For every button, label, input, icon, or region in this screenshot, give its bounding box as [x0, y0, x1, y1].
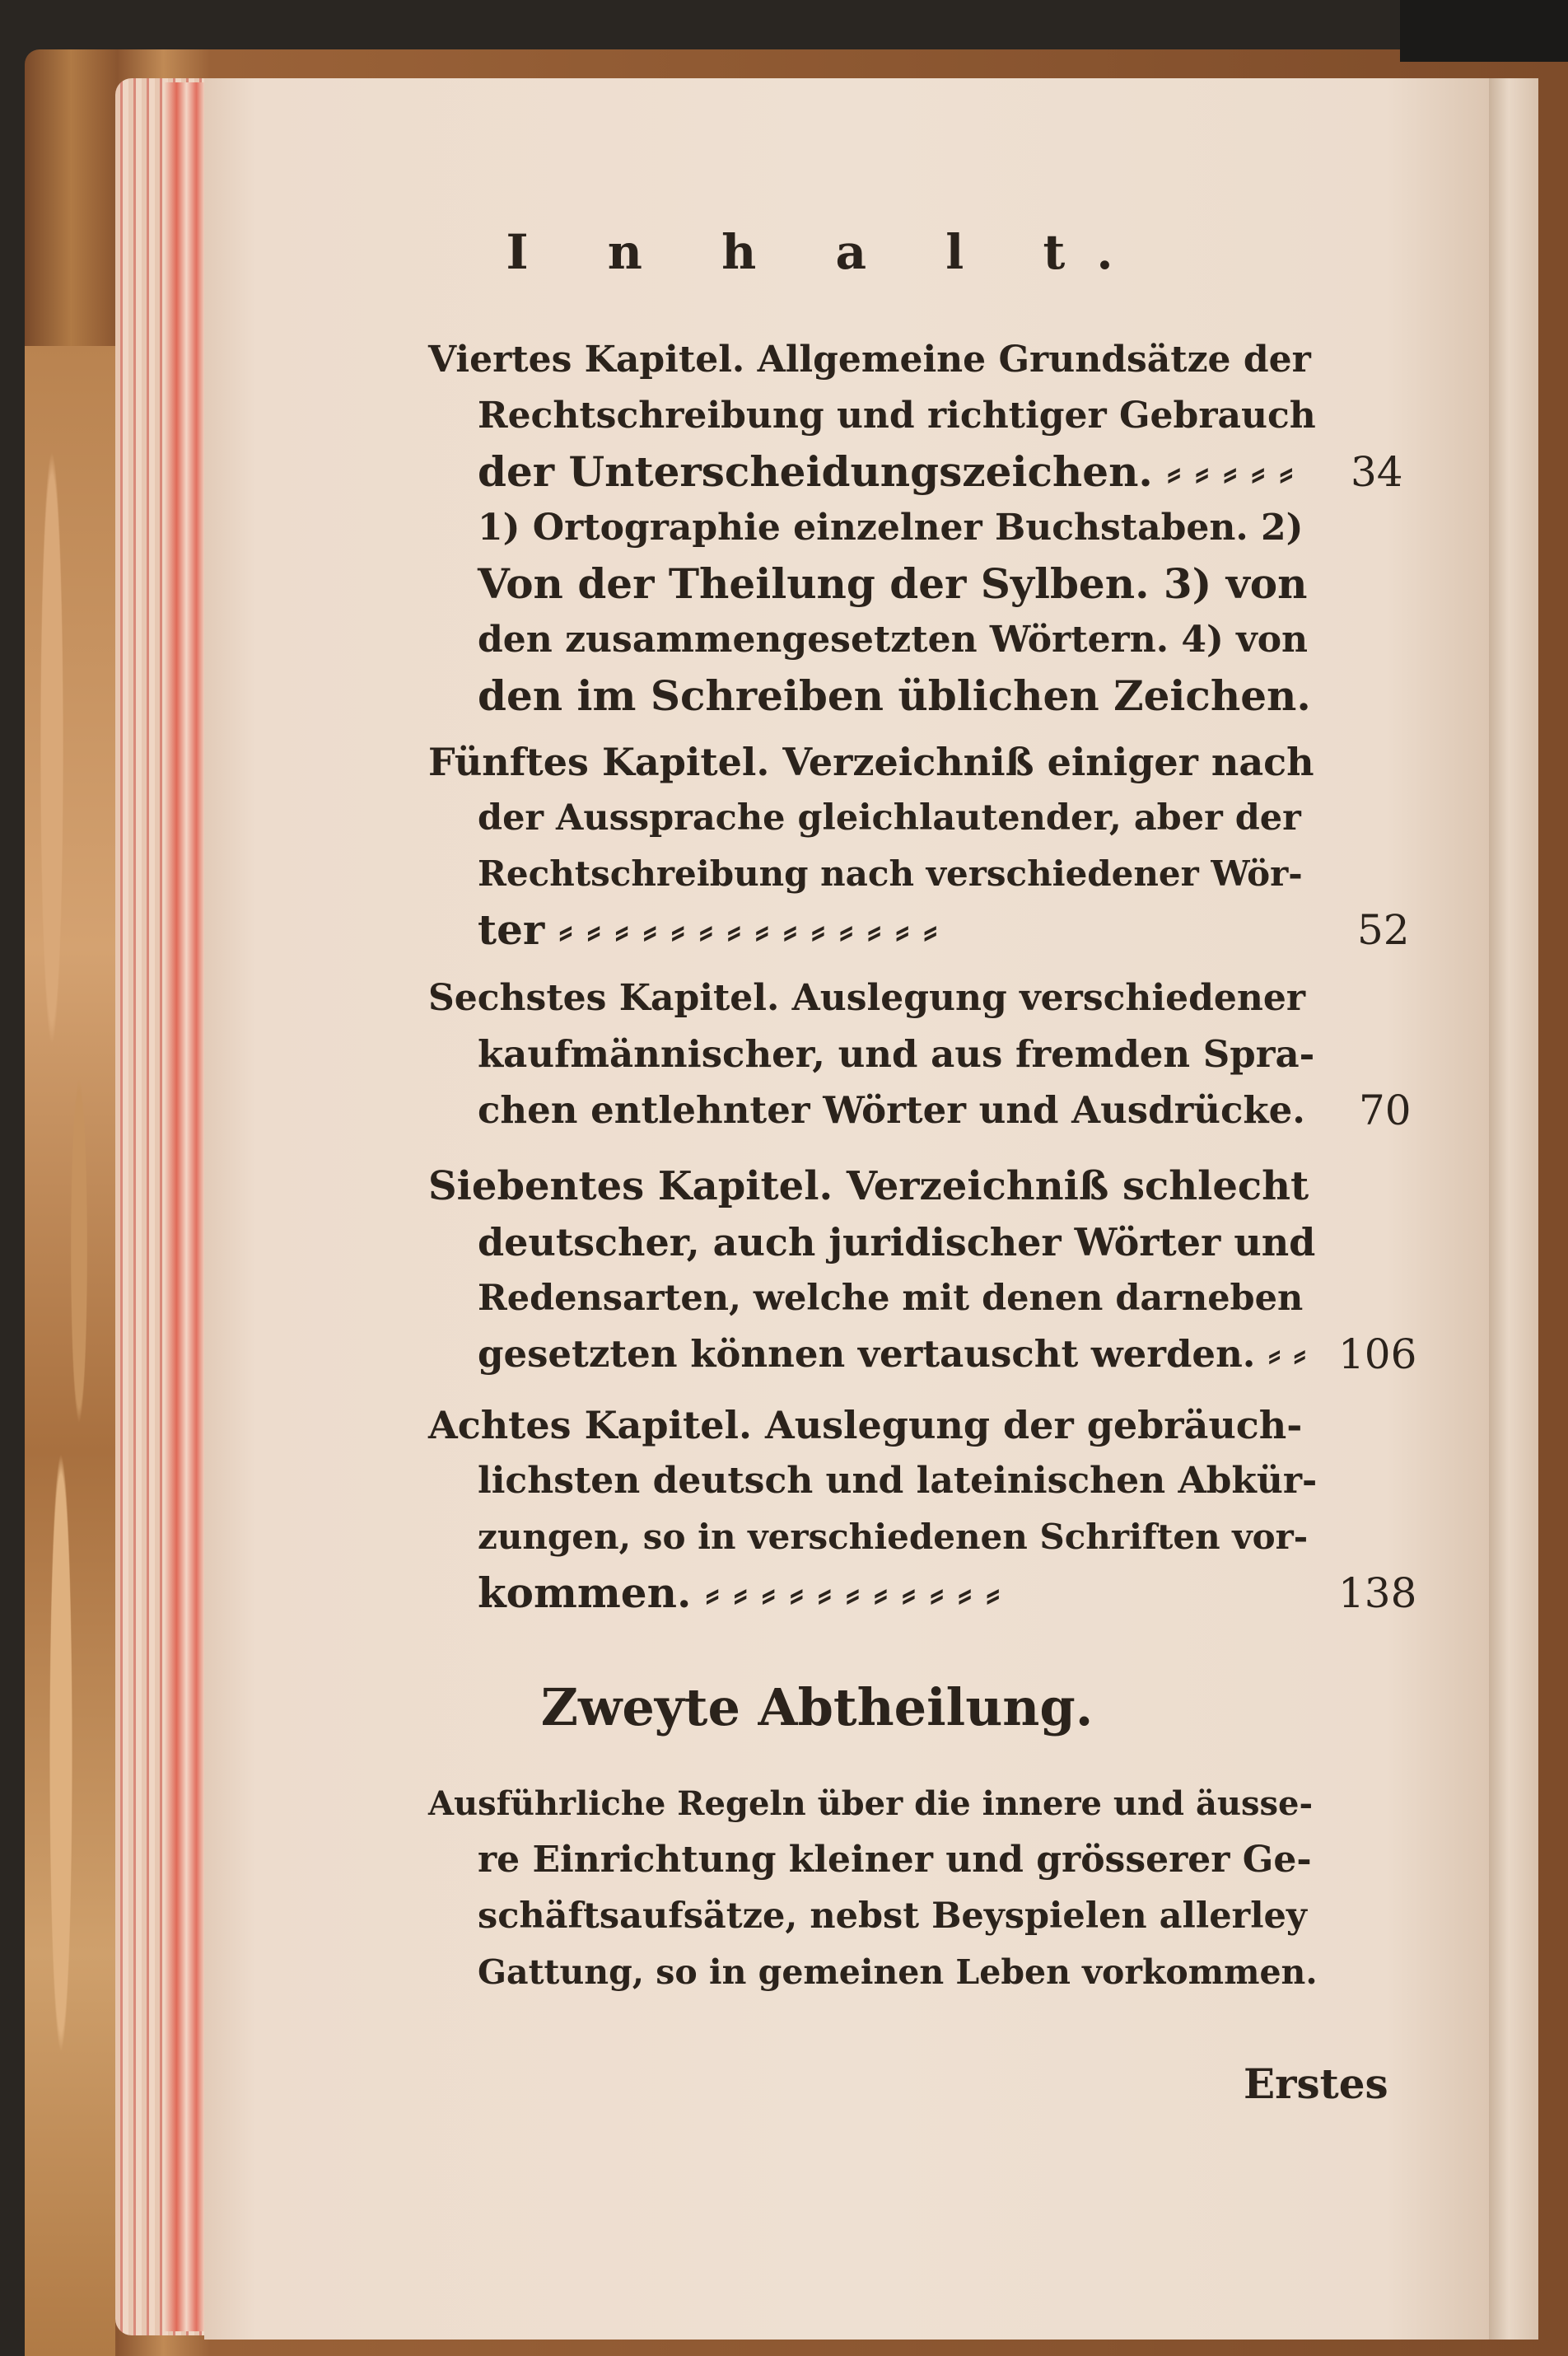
toc-line: der Unterscheidungszeichen. ⸗ ⸗ ⸗ ⸗ ⸗	[478, 447, 1294, 496]
toc-line: Siebentes Kapitel. Verzeichniß schlecht	[428, 1163, 1309, 1209]
toc-line: kommen. ⸗ ⸗ ⸗ ⸗ ⸗ ⸗ ⸗ ⸗ ⸗ ⸗ ⸗	[478, 1568, 1001, 1617]
toc-line: den zusammengesetzten Wörtern. 4) von	[478, 619, 1309, 661]
toc-line: Von der Theilung der Sylben. 3) von	[478, 559, 1308, 608]
background-corner	[1400, 0, 1568, 62]
page-number: 34	[1351, 448, 1403, 496]
toc-line: ter ⸗ ⸗ ⸗ ⸗ ⸗ ⸗ ⸗ ⸗ ⸗ ⸗ ⸗ ⸗ ⸗ ⸗	[478, 905, 938, 954]
toc-line: zungen, so in verschiedenen Schriften vor-	[478, 1517, 1309, 1557]
page-number: 70	[1359, 1087, 1412, 1134]
marbled-binding	[25, 346, 115, 2356]
toc-line: Rechtschreibung und richtiger Gebrauch	[478, 395, 1316, 437]
page-number: 106	[1338, 1330, 1417, 1378]
page-number: 138	[1338, 1569, 1417, 1617]
page-gutter	[1489, 78, 1538, 2340]
toc-line: Redensarten, welche mit denen darneben	[478, 1278, 1304, 1319]
toc-line: Rechtschreibung nach verschiedener Wör-	[478, 853, 1303, 894]
toc-line: Fünftes Kapitel. Verzeichniß einiger nach	[428, 740, 1314, 784]
red-page-edge	[165, 82, 204, 2331]
toc-line: kaufmännischer, und aus fremden Spra-	[478, 1032, 1315, 1076]
toc-line: lichsten deutsch und lateinischen Abkür-	[478, 1460, 1318, 1502]
page-number: 52	[1357, 906, 1410, 954]
toc-line: gesetzten können vertauscht werden. ⸗ ⸗	[478, 1332, 1306, 1376]
toc-line: Sechstes Kapitel. Auslegung verschiedener	[428, 977, 1306, 1019]
section-line: schäftsaufsätze, nebst Beyspielen allerley	[478, 1896, 1307, 1937]
toc-line: chen entlehnter Wörter und Ausdrücke.	[478, 1088, 1305, 1132]
toc-line: 1) Ortographie einzelner Buchstaben. 2)	[478, 507, 1304, 549]
toc-line: der Aussprache gleichlautender, aber der	[478, 797, 1301, 839]
section-line: Gattung, so in gemeinen Leben vorkommen.	[478, 1952, 1318, 1992]
catchword: Erstes	[1244, 2059, 1388, 2108]
section-heading: Zweyte Abtheilung.	[540, 1677, 1094, 1737]
toc-line: den im Schreiben üblichen Zeichen.	[478, 671, 1311, 720]
toc-line: Achtes Kapitel. Auslegung der gebräuch-	[428, 1403, 1303, 1447]
page-title: I n h a l t.	[506, 224, 1145, 280]
toc-line: deutscher, auch juridischer Wörter und	[478, 1220, 1316, 1264]
section-line: Ausführliche Regeln über die innere und äusse-	[428, 1784, 1314, 1823]
section-line: re Einrichtung kleiner und grösserer Ge-	[478, 1839, 1312, 1881]
toc-line: Viertes Kapitel. Allgemeine Grundsätze der	[428, 339, 1311, 381]
